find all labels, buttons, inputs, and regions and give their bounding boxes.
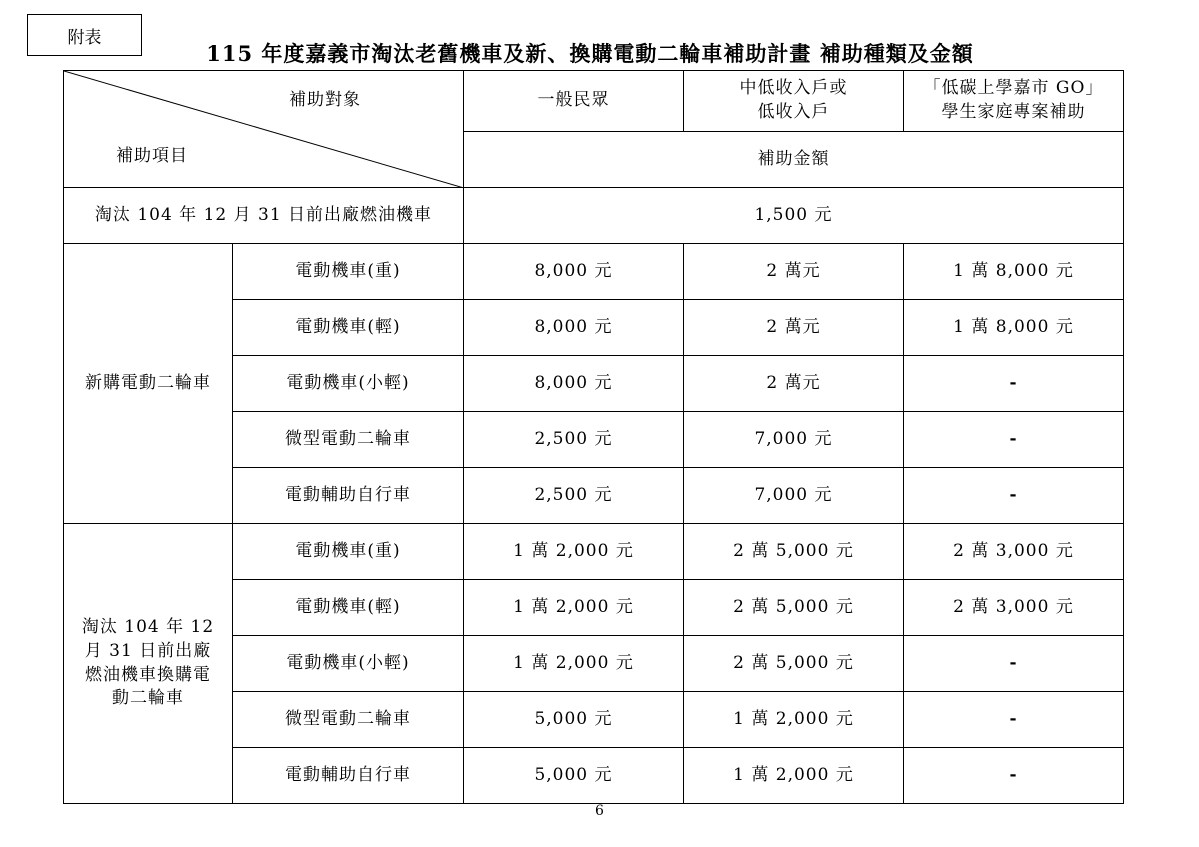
item-cell: 電動機車(輕): [233, 580, 464, 636]
scrap-amount: 1,500 元: [464, 188, 1124, 244]
general-cell: 2,500 元: [464, 412, 684, 468]
item-cell: 電動輔助自行車: [233, 468, 464, 524]
item-cell: 微型電動二輪車: [233, 692, 464, 748]
item-cell: 電動輔助自行車: [233, 748, 464, 804]
item-cell: 微型電動二輪車: [233, 412, 464, 468]
lowincome-cell: 2 萬元: [684, 300, 904, 356]
scrap-label: 淘汰 104 年 12 月 31 日前出廠燃油機車: [64, 188, 464, 244]
general-cell: 8,000 元: [464, 356, 684, 412]
lowincome-cell: 1 萬 2,000 元: [684, 692, 904, 748]
group-replacement-line2: 月 31 日前出廠: [84, 640, 212, 661]
item-cell: 電動機車(輕): [233, 300, 464, 356]
lowincome-cell: 1 萬 2,000 元: [684, 748, 904, 804]
school-cell: 2 萬 3,000 元: [904, 524, 1124, 580]
item-cell: 電動機車(小輕): [233, 636, 464, 692]
school-cell: -: [904, 692, 1124, 748]
scrap-row: [64, 188, 1124, 244]
group-replacement-line3: 燃油機車換購電: [85, 664, 211, 685]
table-row: [64, 524, 1124, 580]
target-label: 補助對象: [289, 90, 361, 110]
page-number: 6: [595, 803, 604, 819]
item-cell: 電動機車(重): [233, 524, 464, 580]
school-cell: -: [904, 412, 1124, 468]
general-cell: 1 萬 2,000 元: [464, 580, 684, 636]
general-cell: 2,500 元: [464, 468, 684, 524]
general-cell: 5,000 元: [464, 748, 684, 804]
general-cell: 8,000 元: [464, 244, 684, 300]
general-cell: 5,000 元: [464, 692, 684, 748]
lowincome-cell: 7,000 元: [684, 468, 904, 524]
diagonal-line: [64, 71, 464, 188]
group-new-purchase: 新購電動二輪車: [64, 244, 233, 524]
group-replacement: [64, 524, 233, 804]
general-cell: 1 萬 2,000 元: [464, 636, 684, 692]
lowincome-cell: 7,000 元: [684, 412, 904, 468]
item-cell: 電動機車(重): [233, 244, 464, 300]
col-header-general: 一般民眾: [464, 71, 684, 132]
school-cell: 2 萬 3,000 元: [904, 580, 1124, 636]
school-cell: -: [904, 468, 1124, 524]
lowincome-cell: 2 萬元: [684, 244, 904, 300]
col-header-school: [904, 71, 1124, 132]
item-label: 補助項目: [116, 146, 188, 166]
table-row: [64, 244, 1124, 300]
general-cell: 8,000 元: [464, 300, 684, 356]
lowincome-cell: 2 萬 5,000 元: [684, 524, 904, 580]
lowincome-cell: 2 萬元: [684, 356, 904, 412]
school-cell: -: [904, 748, 1124, 804]
appendix-tag: 附表: [27, 14, 142, 56]
col-header-lowincome-line2: 低收入戶: [757, 102, 830, 122]
amount-header: 補助金額: [464, 132, 1124, 188]
school-cell: 1 萬 8,000 元: [904, 244, 1124, 300]
group-replacement-line1: 淘汰 104 年 12: [81, 616, 215, 637]
school-cell: 1 萬 8,000 元: [904, 300, 1124, 356]
school-cell: -: [904, 636, 1124, 692]
general-cell: 1 萬 2,000 元: [464, 524, 684, 580]
col-header-lowincome-line1: 中低收入戶或: [739, 78, 848, 99]
diagonal-header-cell: [64, 71, 464, 188]
subsidy-table: [63, 70, 1124, 804]
col-header-school-line2: 學生家庭專案補助: [941, 102, 1086, 122]
lowincome-cell: 2 萬 5,000 元: [684, 580, 904, 636]
group-replacement-line4: 動二輪車: [112, 688, 184, 709]
school-cell: -: [904, 356, 1124, 412]
col-header-school-line1: 「低碳上學嘉市 GO」: [923, 78, 1104, 99]
header-row: [64, 71, 1124, 132]
page-title: 115 年度嘉義市淘汰老舊機車及新、換購電動二輪車補助計畫 補助種類及金額: [206, 41, 974, 66]
item-cell: 電動機車(小輕): [233, 356, 464, 412]
lowincome-cell: 2 萬 5,000 元: [684, 636, 904, 692]
col-header-lowincome: [684, 71, 904, 132]
